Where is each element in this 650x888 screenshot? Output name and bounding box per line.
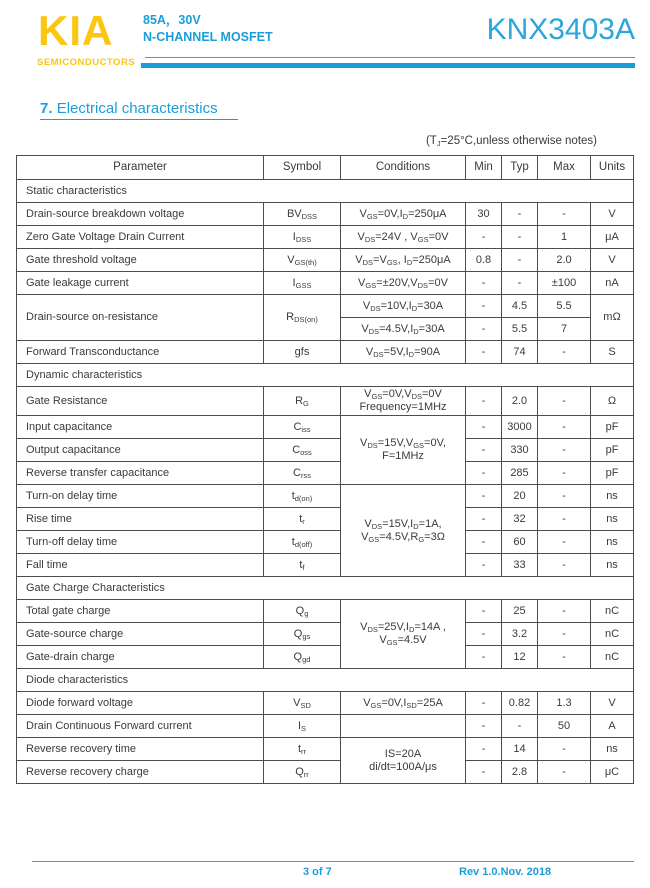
max-cell: - [538,462,591,485]
table-row [17,203,634,226]
typ-cell: 20 [502,485,538,508]
conditions-cell: IS=20A di/dt=100A/μs [341,738,466,784]
section-label: Gate Charge Characteristics [17,577,634,600]
header-rule-thick [141,63,635,68]
table-row [17,692,634,715]
conditions-cell: $V_{DS}=24V$ , $V_{GS}=0V$ [341,226,466,249]
table-row [17,485,634,508]
symbol-cell: $Q_{gd}$ [264,646,341,669]
max-cell: - [538,738,591,761]
parameter-cell: Gate-source charge [17,623,264,646]
min-cell: - [466,761,502,784]
typ-cell: 33 [502,554,538,577]
kia-logo: KIA [38,7,114,54]
typ-cell: 12 [502,646,538,669]
max-cell: - [538,485,591,508]
min-cell: 0.8 [466,249,502,272]
units-cell: μA [591,226,634,249]
symbol-cell: $I_S$ [264,715,341,738]
symbol-cell: $R_{DS(on)}$ [264,295,341,341]
column-header-max: Max [538,156,591,180]
typ-cell: 330 [502,439,538,462]
units-cell: nC [591,646,634,669]
symbol-cell: $R_G$ [264,387,341,416]
electrical-characteristics-table [16,155,634,784]
section-row [17,577,634,600]
max-cell: - [538,646,591,669]
section-row [17,669,634,692]
conditions-cell [341,715,466,738]
min-cell: - [466,272,502,295]
units-cell: mΩ [591,295,634,341]
typ-cell: 2.8 [502,761,538,784]
column-header-min: Min [466,156,502,180]
min-cell: - [466,485,502,508]
min-cell: - [466,226,502,249]
parameter-cell: Total gate charge [17,600,264,623]
min-cell: - [466,531,502,554]
typ-cell: 3000 [502,416,538,439]
units-cell: ns [591,485,634,508]
rating-line: 85A，30V [143,13,201,27]
typ-cell: 14 [502,738,538,761]
symbol-cell: $BV_{DSS}$ [264,203,341,226]
typ-cell: 2.0 [502,387,538,416]
min-cell: - [466,341,502,364]
max-cell: - [538,203,591,226]
parameter-cell: Reverse recovery time [17,738,264,761]
parameter-cell: Gate leakage current [17,272,264,295]
units-cell: pF [591,416,634,439]
typ-cell: 25 [502,600,538,623]
table-row [17,646,634,669]
min-cell: - [466,416,502,439]
table-row [17,387,634,416]
symbol-cell: $t_f$ [264,554,341,577]
table-row [17,600,634,623]
conditions-cell: $V_{DS}=V_{GS}$, $I_D=250\mu A$ [341,249,466,272]
typ-cell: 74 [502,341,538,364]
parameter-cell: Turn-on delay time [17,485,264,508]
units-cell: ns [591,738,634,761]
table-header-row [17,156,634,180]
min-cell: - [466,439,502,462]
table-row [17,341,634,364]
column-header-typ: Typ [502,156,538,180]
table-row [17,554,634,577]
typ-cell: 32 [502,508,538,531]
max-cell: 1.3 [538,692,591,715]
parameter-cell: Forward Transconductance [17,341,264,364]
conditions-cell: $V_{GS}=0V,I_{SD}=25A$ [341,692,466,715]
min-cell: - [466,600,502,623]
conditions-cell: $V_{DS}=25V,I_D=14A$ , $V_{GS}=4.5V$ [341,600,466,669]
symbol-cell: $Q_g$ [264,600,341,623]
min-cell: - [466,692,502,715]
symbol-cell: $I_{DSS}$ [264,226,341,249]
table-row [17,416,634,439]
column-header-symbol: Symbol [264,156,341,180]
symbol-cell: $C_{rss}$ [264,462,341,485]
max-cell: - [538,600,591,623]
table-row [17,738,634,761]
max-cell: - [538,416,591,439]
min-cell: - [466,715,502,738]
units-cell: S [591,341,634,364]
max-cell: 2.0 [538,249,591,272]
min-cell: - [466,554,502,577]
symbol-cell: $t_{d(on)}$ [264,485,341,508]
units-cell: nC [591,600,634,623]
max-cell: - [538,439,591,462]
min-cell: 30 [466,203,502,226]
parameter-cell: Gate Resistance [17,387,264,416]
section-label: Static characteristics [17,180,634,203]
max-cell: 1 [538,226,591,249]
units-cell: Ω [591,387,634,416]
min-cell: - [466,295,502,318]
units-cell: pF [591,439,634,462]
parameter-cell: Turn-off delay time [17,531,264,554]
min-cell: - [466,738,502,761]
symbol-cell: gfs [264,341,341,364]
typ-cell: 60 [502,531,538,554]
parameter-cell: Diode forward voltage [17,692,264,715]
table-row [17,439,634,462]
section-label: Diode characteristics [17,669,634,692]
parameter-cell: Gate-drain charge [17,646,264,669]
typ-cell: 5.5 [502,318,538,341]
conditions-cell: $V_{DS}=15V,V_{GS}=0V$, F=1MHz [341,416,466,485]
units-cell: A [591,715,634,738]
table-row [17,761,634,784]
typ-cell: 285 [502,462,538,485]
min-cell: - [466,462,502,485]
table-row [17,295,634,318]
max-cell: - [538,508,591,531]
device-summary [143,12,273,46]
parameter-cell: Fall time [17,554,264,577]
page-number: 3 of 7 [303,866,332,878]
symbol-cell: $V_{GS(th)}$ [264,249,341,272]
max-cell: - [538,387,591,416]
units-cell: ns [591,531,634,554]
typ-cell: - [502,226,538,249]
column-header-units: Units [591,156,634,180]
footer-rule [32,861,634,862]
conditions-cell: $V_{GS}=0V,V_{DS}=0V$ Frequency=1MHz [341,387,466,416]
parameter-cell: Rise time [17,508,264,531]
units-cell: pF [591,462,634,485]
units-cell: nA [591,272,634,295]
section-heading [40,100,218,117]
revision-label: Rev 1.0.Nov. 2018 [459,866,552,878]
table-row [17,272,634,295]
parameter-cell: Zero Gate Voltage Drain Current [17,226,264,249]
part-number: KNX3403A [486,13,635,46]
table-row [17,508,634,531]
section-underline [40,119,238,120]
typ-cell: - [502,249,538,272]
parameter-cell: Drain-source breakdown voltage [17,203,264,226]
table-row [17,462,634,485]
table-row [17,531,634,554]
symbol-cell: $Q_{gs}$ [264,623,341,646]
section-label: Dynamic characteristics [17,364,634,387]
typ-cell: 0.82 [502,692,538,715]
table-row [17,623,634,646]
symbol-cell: $t_r$ [264,508,341,531]
max-cell: 5.5 [538,295,591,318]
symbol-cell: $C_{oss}$ [264,439,341,462]
units-cell: ns [591,508,634,531]
parameter-cell: Reverse recovery charge [17,761,264,784]
parameter-cell: Reverse transfer capacitance [17,462,264,485]
units-cell: nC [591,623,634,646]
conditions-cell: $V_{DS}=4.5V,I_D=30A$ [341,318,466,341]
conditions-cell: $V_{DS}=10V,I_D=30A$ [341,295,466,318]
conditions-cell: $V_{DS}=5V,I_D=90A$ [341,341,466,364]
parameter-cell: Drain-source on-resistance [17,295,264,341]
table-note: ($T_J=25^\circ C,unless$ otherwise notes) [425,135,597,148]
parameter-cell: Drain Continuous Forward current [17,715,264,738]
min-cell: - [466,508,502,531]
max-cell: ±100 [538,272,591,295]
symbol-cell: $t_{d(off)}$ [264,531,341,554]
units-cell: V [591,249,634,272]
parameter-cell: Input capacitance [17,416,264,439]
symbol-cell: $V_{SD}$ [264,692,341,715]
section-number: 7. [40,100,53,117]
parameter-cell: Output capacitance [17,439,264,462]
typ-cell: - [502,203,538,226]
table-row [17,715,634,738]
kia-logo-subtext: SEMICONDUCTORS [37,57,136,68]
symbol-cell: $Q_{rr}$ [264,761,341,784]
max-cell: 50 [538,715,591,738]
conditions-cell: $V_{DS}=15V,I_D=1A$, $V_{GS}=4.5V,R_G=3\Omega$ [341,485,466,577]
max-cell: - [538,554,591,577]
min-cell: - [466,318,502,341]
header-rule-thin [145,57,635,58]
symbol-cell: $I_{GSS}$ [264,272,341,295]
min-cell: - [466,623,502,646]
units-cell: V [591,692,634,715]
symbol-cell: $t_{rr}$ [264,738,341,761]
min-cell: - [466,646,502,669]
max-cell: 7 [538,318,591,341]
min-cell: - [466,387,502,416]
units-cell: μC [591,761,634,784]
typ-cell: - [502,272,538,295]
units-cell: ns [591,554,634,577]
typ-cell: 4.5 [502,295,538,318]
section-row [17,180,634,203]
column-header-parameter: Parameter [17,156,264,180]
max-cell: - [538,761,591,784]
max-cell: - [538,531,591,554]
typ-cell: 3.2 [502,623,538,646]
table-row [17,226,634,249]
symbol-cell: $C_{iss}$ [264,416,341,439]
section-row [17,364,634,387]
max-cell: - [538,623,591,646]
section-title: Electrical characteristics [56,100,218,117]
device-type-label: N-CHANNEL MOSFET [143,30,273,44]
max-cell: - [538,341,591,364]
conditions-cell: $V_{GS}=\pm 20V,V_{DS}=0V$ [341,272,466,295]
parameter-cell: Gate threshold voltage [17,249,264,272]
typ-cell: - [502,715,538,738]
table-row [17,249,634,272]
units-cell: V [591,203,634,226]
conditions-cell: $V_{GS}=0V,I_D=250\mu A$ [341,203,466,226]
column-header-conditions: Conditions [341,156,466,180]
